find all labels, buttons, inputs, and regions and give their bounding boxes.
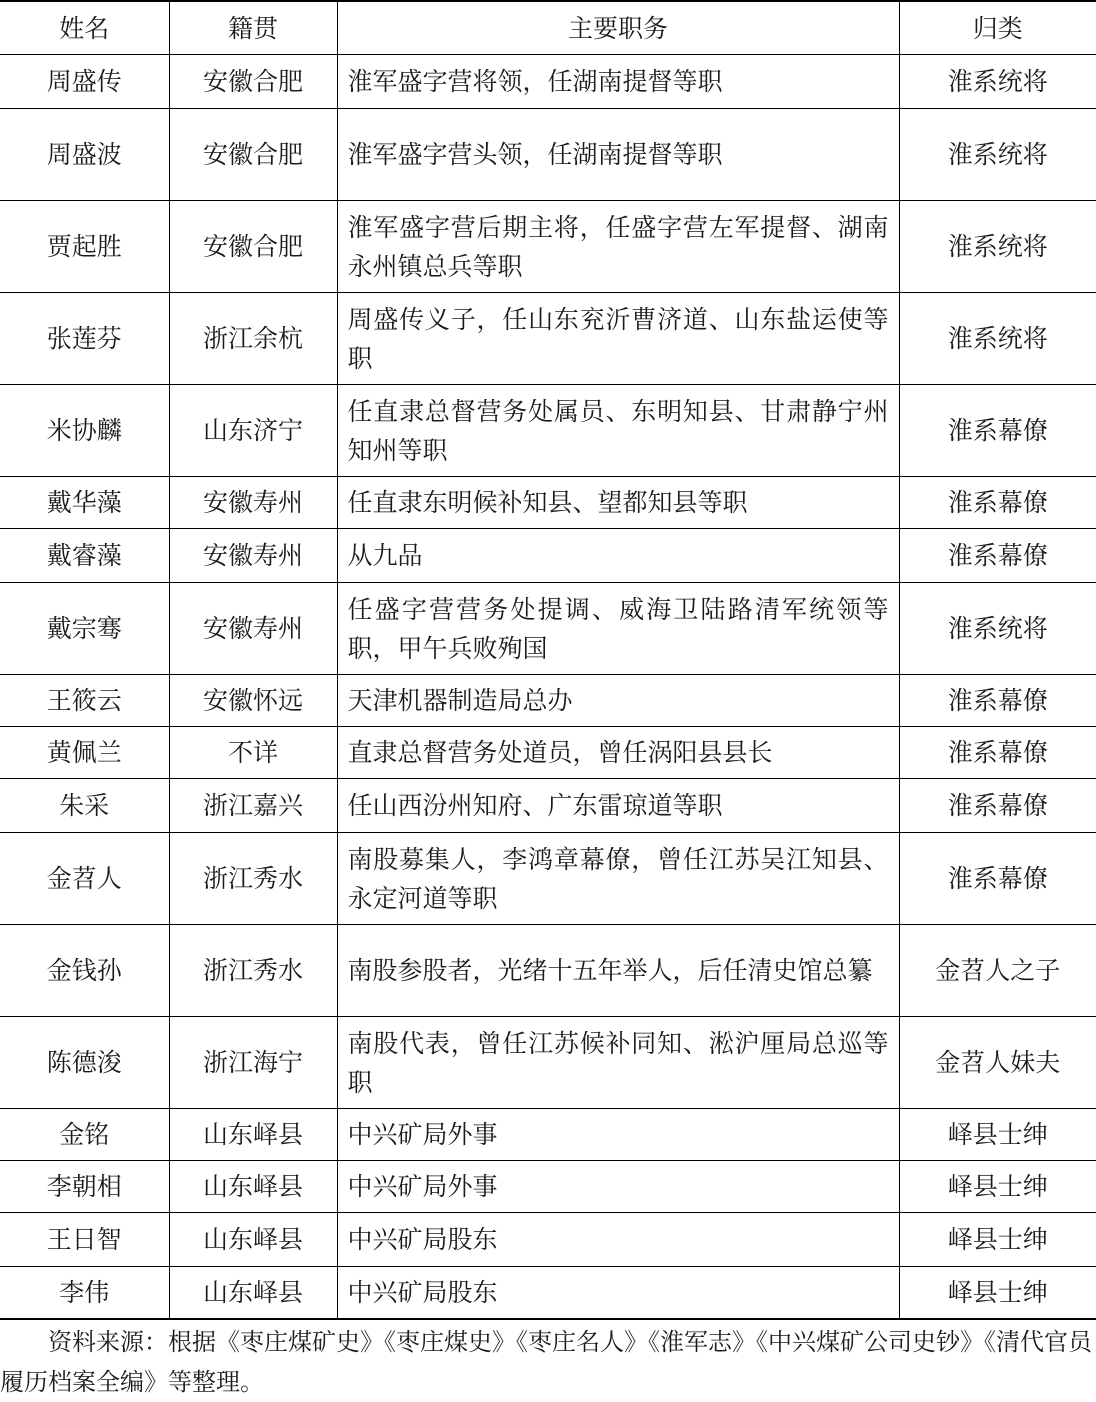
table-row <box>0 477 1096 529</box>
cell-name: 戴睿藻 <box>0 529 169 583</box>
cell-origin: 安徽寿州 <box>169 477 337 529</box>
cell-duty: 淮军盛字营将领，任湖南提督等职 <box>337 55 899 109</box>
cell-category: 峄县士绅 <box>899 1161 1096 1213</box>
cell-origin: 安徽寿州 <box>169 529 337 583</box>
cell-origin: 山东峄县 <box>169 1213 337 1267</box>
cell-category: 淮系幕僚 <box>899 477 1096 529</box>
table-row <box>0 529 1096 583</box>
cell-origin: 安徽合肥 <box>169 109 337 201</box>
cell-origin: 山东济宁 <box>169 385 337 477</box>
cell-category: 淮系幕僚 <box>899 833 1096 925</box>
cell-name: 戴宗骞 <box>0 583 169 675</box>
cell-duty: 中兴矿局股东 <box>337 1267 899 1319</box>
cell-duty: 直隶总督营务处道员，曾任涡阳县县长 <box>337 727 899 779</box>
table-row <box>0 925 1096 1017</box>
table-row <box>0 779 1096 833</box>
cell-name: 米协麟 <box>0 385 169 477</box>
cell-duty: 天津机器制造局总办 <box>337 675 899 727</box>
cell-category: 金苕人之子 <box>899 925 1096 1017</box>
cell-duty: 淮军盛字营后期主将，任盛字营左军提督、湖南永州镇总兵等职 <box>337 201 899 293</box>
table-header-row <box>0 1 1096 55</box>
cell-name: 周盛波 <box>0 109 169 201</box>
cell-duty: 淮军盛字营头领，任湖南提督等职 <box>337 109 899 201</box>
cell-origin: 浙江嘉兴 <box>169 779 337 833</box>
cell-duty: 南股参股者，光绪十五年举人，后任清史馆总纂 <box>337 925 899 1017</box>
cell-name: 周盛传 <box>0 55 169 109</box>
table-row <box>0 675 1096 727</box>
cell-origin: 安徽怀远 <box>169 675 337 727</box>
cell-category: 淮系统将 <box>899 55 1096 109</box>
cell-duty: 周盛传义子，任山东兖沂曹济道、山东盐运使等职 <box>337 293 899 385</box>
table-row <box>0 201 1096 293</box>
cell-name: 金苕人 <box>0 833 169 925</box>
cell-duty: 从九品 <box>337 529 899 583</box>
cell-duty: 中兴矿局股东 <box>337 1213 899 1267</box>
table-row <box>0 583 1096 675</box>
cell-name: 戴华藻 <box>0 477 169 529</box>
table-row <box>0 293 1096 385</box>
cell-origin: 山东峄县 <box>169 1267 337 1319</box>
cell-name: 王筱云 <box>0 675 169 727</box>
cell-origin: 安徽合肥 <box>169 201 337 293</box>
header-name: 姓名 <box>0 1 169 55</box>
cell-name: 李朝相 <box>0 1161 169 1213</box>
cell-duty: 任山西汾州知府、广东雷琼道等职 <box>337 779 899 833</box>
cell-name: 王日智 <box>0 1213 169 1267</box>
cell-category: 峄县士绅 <box>899 1109 1096 1161</box>
source-note: 资料来源：根据《枣庄煤矿史》《枣庄煤史》《枣庄名人》《淮军志》《中兴煤矿公司史钞》《清代官员履历档案全编》等整理。 <box>0 1328 1092 1396</box>
cell-category: 淮系统将 <box>899 109 1096 201</box>
cell-category: 淮系统将 <box>899 293 1096 385</box>
cell-duty: 南股代表，曾任江苏候补同知、淞沪厘局总巡等职 <box>337 1017 899 1109</box>
header-category: 归类 <box>899 1 1096 55</box>
cell-name: 金铭 <box>0 1109 169 1161</box>
table-row <box>0 1267 1096 1319</box>
cell-name: 陈德浚 <box>0 1017 169 1109</box>
table-row <box>0 1017 1096 1109</box>
cell-name: 金钱孙 <box>0 925 169 1017</box>
cell-name: 贾起胜 <box>0 201 169 293</box>
cell-origin: 浙江秀水 <box>169 833 337 925</box>
cell-category: 淮系幕僚 <box>899 779 1096 833</box>
cell-name: 朱采 <box>0 779 169 833</box>
cell-origin: 不详 <box>169 727 337 779</box>
table-row <box>0 727 1096 779</box>
cell-duty: 任直隶东明候补知县、望都知县等职 <box>337 477 899 529</box>
cell-category: 淮系幕僚 <box>899 727 1096 779</box>
table-row <box>0 1109 1096 1161</box>
cell-category: 淮系幕僚 <box>899 675 1096 727</box>
table-row <box>0 109 1096 201</box>
cell-category: 金苕人妹夫 <box>899 1017 1096 1109</box>
cell-origin: 山东峄县 <box>169 1109 337 1161</box>
cell-name: 黄佩兰 <box>0 727 169 779</box>
header-origin: 籍贯 <box>169 1 337 55</box>
cell-category: 淮系幕僚 <box>899 385 1096 477</box>
cell-category: 淮系幕僚 <box>899 529 1096 583</box>
cell-category: 淮系统将 <box>899 583 1096 675</box>
cell-duty: 中兴矿局外事 <box>337 1161 899 1213</box>
table-row <box>0 833 1096 925</box>
table-row <box>0 385 1096 477</box>
cell-origin: 安徽寿州 <box>169 583 337 675</box>
cell-duty: 任直隶总督营务处属员、东明知县、甘肃静宁州知州等职 <box>337 385 899 477</box>
cell-duty: 南股募集人，李鸿章幕僚，曾任江苏吴江知县、永定河道等职 <box>337 833 899 925</box>
cell-category: 峄县士绅 <box>899 1213 1096 1267</box>
cell-origin: 浙江海宁 <box>169 1017 337 1109</box>
cell-origin: 山东峄县 <box>169 1161 337 1213</box>
cell-origin: 浙江余杭 <box>169 293 337 385</box>
cell-origin: 安徽合肥 <box>169 55 337 109</box>
cell-category: 淮系统将 <box>899 201 1096 293</box>
cell-duty: 中兴矿局外事 <box>337 1109 899 1161</box>
header-duty: 主要职务 <box>337 1 899 55</box>
table-row <box>0 1213 1096 1267</box>
table-row <box>0 55 1096 109</box>
table-row <box>0 1161 1096 1213</box>
cell-category: 峄县士绅 <box>899 1267 1096 1319</box>
cell-name: 张莲芬 <box>0 293 169 385</box>
cell-duty: 任盛字营营务处提调、威海卫陆路清军统领等职，甲午兵败殉国 <box>337 583 899 675</box>
cell-origin: 浙江秀水 <box>169 925 337 1017</box>
cell-name: 李伟 <box>0 1267 169 1319</box>
